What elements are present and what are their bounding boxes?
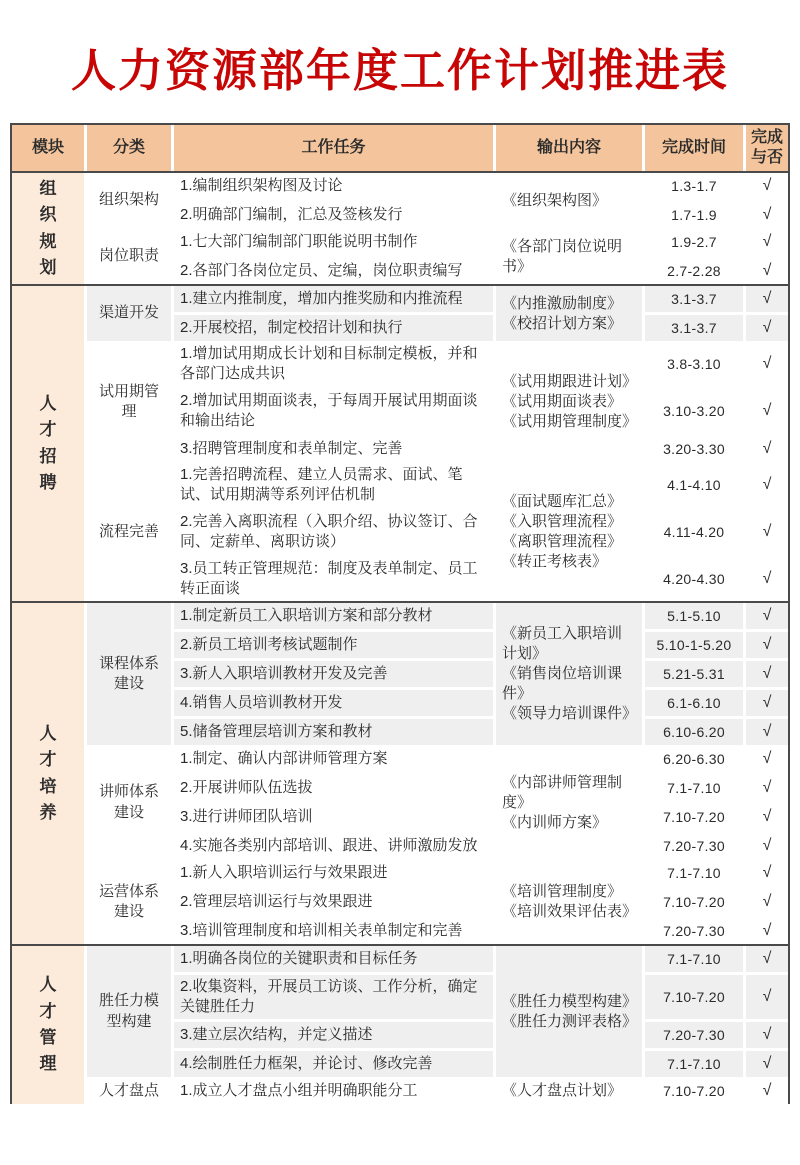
output-cell: [496, 342, 642, 462]
output-cell: [496, 173, 642, 228]
time-cell: 4.1-4.10: [667, 477, 721, 493]
check-mark: √: [762, 476, 772, 493]
task-cell: 2.完善入离职流程（入职介绍、协议签订、合同、定薪单、离职访谈）: [180, 513, 478, 550]
check-mark: √: [762, 808, 772, 825]
time-cell: 4.20-4.30: [663, 571, 725, 587]
check-mark: √: [746, 719, 788, 745]
module-section: [12, 944, 788, 1104]
task-cell: 3.员工转正管理规范：制度及表单制定、员工转正面谈: [180, 560, 478, 597]
time-cell: 2.7-2.28: [667, 263, 721, 279]
check-mark: √: [746, 315, 788, 341]
task-cell: 3.培训管理制度和培训相关表单制定和完善: [180, 922, 463, 939]
task-cell: 5.储备管理层培训方案和教材: [174, 719, 493, 745]
output-item: 《试用期管理制度》: [502, 413, 638, 430]
category-block: [87, 342, 788, 462]
task-cell: 3.招聘管理制度和表单制定、完善: [180, 440, 403, 457]
output-cell: [496, 860, 642, 944]
output-item: 《培训管理制度》: [502, 883, 623, 900]
time-cell: 7.10-7.20: [663, 809, 725, 825]
output-item: 《试用期面谈表》: [502, 393, 623, 410]
category-cell: 流程完善: [98, 522, 159, 540]
header-cell-time: 完成时间: [645, 125, 743, 171]
task-cell: 1.七大部门编制部门职能说明书制作: [180, 233, 418, 250]
output-item: 《各部门岗位说明书》: [502, 237, 623, 275]
time-cell: 1.3-1.7: [671, 178, 717, 194]
output-item: 《销售岗位培训课件》: [502, 665, 623, 702]
output-item: 《领导力培训课件》: [502, 705, 638, 722]
output-item: 《内推激励制度》: [502, 294, 623, 312]
check-mark: √: [762, 355, 772, 372]
check-mark: √: [762, 922, 772, 939]
check-mark: √: [746, 632, 788, 658]
header-cell-module: 模块: [12, 125, 84, 171]
task-cell: 3.新人入职培训教材开发及完善: [174, 661, 493, 687]
output-item: 《人才盘点计划》: [502, 1082, 623, 1099]
category-block: [87, 603, 788, 745]
output-cell: [496, 463, 642, 601]
category-cell: 课程体系建设: [87, 603, 171, 745]
task-cell: 2.管理层培训运行与效果跟进: [180, 893, 373, 910]
check-mark: √: [746, 603, 788, 629]
check-mark: √: [762, 750, 772, 767]
category-cell: 胜任力模型构建: [87, 946, 171, 1077]
time-cell: 3.20-3.30: [663, 441, 725, 457]
work-plan-table: [10, 123, 790, 1104]
category-cell: 渠道开发: [87, 286, 171, 341]
output-item: 《胜任力模型构建》: [502, 992, 638, 1010]
task-cell: 2.开展校招，制定校招计划和执行: [174, 315, 493, 341]
task-cell: 2.开展讲师队伍选拔: [180, 779, 313, 796]
task-cell: 4.实施各类别内部培训、跟进、讲师激励发放: [180, 837, 478, 854]
check-mark: √: [762, 893, 772, 910]
header-cell-category: 分类: [87, 125, 171, 171]
check-mark: √: [746, 690, 788, 716]
time-cell: 4.11-4.20: [663, 524, 725, 540]
module-section: [12, 601, 788, 944]
category-block: [87, 946, 788, 1077]
task-cell: 2.新员工培训考核试题制作: [174, 632, 493, 658]
table-header-row: [12, 125, 788, 173]
check-mark: √: [762, 440, 772, 457]
category-block: [87, 173, 788, 228]
output-cell: [496, 946, 642, 1077]
output-item: 《离职管理流程》: [502, 533, 623, 550]
category-cell: 讲师体系建设: [98, 783, 159, 821]
output-item: 《校招计划方案》: [502, 314, 623, 332]
task-cell: 1.完善招聘流程、建立人员需求、面试、笔试、试用期满等系列评估机制: [180, 466, 463, 503]
output-cell: [496, 746, 642, 859]
module-label: 组织规划: [39, 178, 57, 277]
output-cell: [496, 1078, 642, 1104]
check-mark: √: [762, 779, 772, 796]
time-cell: 6.1-6.10: [645, 690, 743, 716]
time-cell: 7.10-7.20: [663, 894, 725, 910]
task-cell: 1.制定新员工入职培训方案和部分教材: [174, 603, 493, 629]
time-cell: 6.20-6.30: [663, 751, 725, 767]
check-mark: √: [762, 233, 772, 250]
task-cell: 2.收集资料，开展员工访谈、工作分析，确定关键胜任力: [174, 975, 493, 1019]
task-cell: 3.建立层次结构，并定义描述: [174, 1022, 493, 1048]
module-label: 人才培养: [39, 723, 57, 822]
task-cell: 2.明确部门编制，汇总及签核发行: [180, 206, 403, 223]
module-cell: [12, 286, 84, 601]
output-item: 《内训师方案》: [502, 813, 608, 831]
check-mark: √: [762, 570, 772, 587]
check-mark: √: [762, 177, 772, 194]
output-item: 《转正考核表》: [502, 553, 608, 570]
output-item: 《试用期跟进计划》: [502, 373, 638, 390]
time-cell: 7.1-7.10: [645, 946, 743, 972]
check-mark: √: [746, 1051, 788, 1077]
time-cell: 3.1-3.7: [645, 315, 743, 341]
task-cell: 1.增加试用期成长计划和目标制定模板，并和各部门达成共识: [180, 345, 478, 382]
check-mark: √: [762, 206, 772, 223]
module-cell: [12, 173, 84, 284]
category-block: [87, 286, 788, 341]
module-section: [12, 173, 788, 284]
category-cell: 组织架构: [98, 191, 159, 209]
category-block: [87, 746, 788, 859]
time-cell: 1.9-2.7: [671, 234, 717, 250]
time-cell: 7.1-7.10: [645, 1051, 743, 1077]
category-block: [87, 229, 788, 284]
time-cell: 7.20-7.30: [663, 838, 725, 854]
output-cell: [496, 286, 642, 341]
category-block: [87, 860, 788, 944]
category-block: [87, 1078, 788, 1104]
task-cell: 3.进行讲师团队培训: [180, 808, 313, 825]
task-cell: 2.各部门各岗位定员、定编，岗位职责编写: [180, 262, 463, 279]
check-mark: √: [762, 837, 772, 854]
check-mark: √: [746, 661, 788, 687]
time-cell: 5.1-5.10: [645, 603, 743, 629]
category-cell: 人才盘点: [98, 1081, 159, 1099]
output-cell: [496, 229, 642, 284]
task-cell: 2.增加试用期面谈表，于每周开展试用期面谈和输出结论: [180, 392, 478, 429]
time-cell: 7.20-7.30: [663, 923, 725, 939]
task-cell: 1.成立人才盘点小组并明确职能分工: [180, 1082, 418, 1099]
category-block: [87, 463, 788, 601]
check-mark: √: [762, 523, 772, 540]
check-mark: √: [762, 262, 772, 279]
time-cell: 6.10-6.20: [645, 719, 743, 745]
time-cell: 3.8-3.10: [667, 356, 721, 372]
check-mark: √: [746, 975, 788, 1019]
time-cell: 1.7-1.9: [671, 207, 717, 223]
check-mark: √: [762, 864, 772, 881]
module-label: 人才招聘: [39, 393, 57, 492]
output-item: 《组织架构图》: [502, 191, 608, 209]
check-mark: √: [746, 946, 788, 972]
time-cell: 7.1-7.10: [667, 780, 721, 796]
time-cell: 7.1-7.10: [667, 865, 721, 881]
task-cell: 4.绘制胜任力框架，并论讨、修改完善: [174, 1051, 493, 1077]
category-cell: 运营体系建设: [98, 882, 159, 920]
header-cell-output: 输出内容: [496, 125, 642, 171]
time-cell: 3.10-3.20: [663, 403, 725, 419]
output-item: 《新员工入职培训计划》: [502, 625, 623, 662]
output-item: 《培训效果评估表》: [502, 903, 638, 920]
time-cell: 7.10-7.20: [663, 1083, 725, 1099]
task-cell: 1.制定、确认内部讲师管理方案: [180, 750, 388, 767]
time-cell: 7.10-7.20: [645, 975, 743, 1019]
task-cell: 4.销售人员培训教材开发: [174, 690, 493, 716]
category-cell: 试用期管理: [98, 382, 159, 420]
output-item: 《内部讲师管理制度》: [502, 773, 623, 811]
output-item: 《面试题库汇总》: [502, 493, 623, 510]
time-cell: 7.20-7.30: [645, 1022, 743, 1048]
page-title: 人力资源部年度工作计划推进表: [70, 45, 729, 96]
output-item: 《胜任力测评表格》: [502, 1012, 638, 1030]
module-section: [12, 284, 788, 601]
check-mark: √: [746, 286, 788, 312]
task-cell: 1.建立内推制度，增加内推奖励和内推流程: [174, 286, 493, 312]
output-item: 《入职管理流程》: [502, 513, 623, 530]
task-cell: 1.明确各岗位的关键职责和目标任务: [174, 946, 493, 972]
time-cell: 5.21-5.31: [645, 661, 743, 687]
time-cell: 5.10-1-5.20: [645, 632, 743, 658]
check-mark: √: [762, 402, 772, 419]
header-cell-done: 完成与否: [746, 125, 788, 171]
check-mark: √: [762, 1082, 772, 1099]
time-cell: 3.1-3.7: [645, 286, 743, 312]
task-cell: 1.编制组织架构图及讨论: [180, 177, 343, 194]
check-mark: √: [746, 1022, 788, 1048]
category-cell: 岗位职责: [98, 247, 159, 265]
header-cell-task: 工作任务: [174, 125, 493, 171]
output-cell: [496, 603, 642, 745]
task-cell: 1.新人入职培训运行与效果跟进: [180, 864, 388, 881]
module-label: 人才管理: [39, 975, 57, 1074]
module-cell: [12, 603, 84, 944]
module-cell: [12, 946, 84, 1104]
